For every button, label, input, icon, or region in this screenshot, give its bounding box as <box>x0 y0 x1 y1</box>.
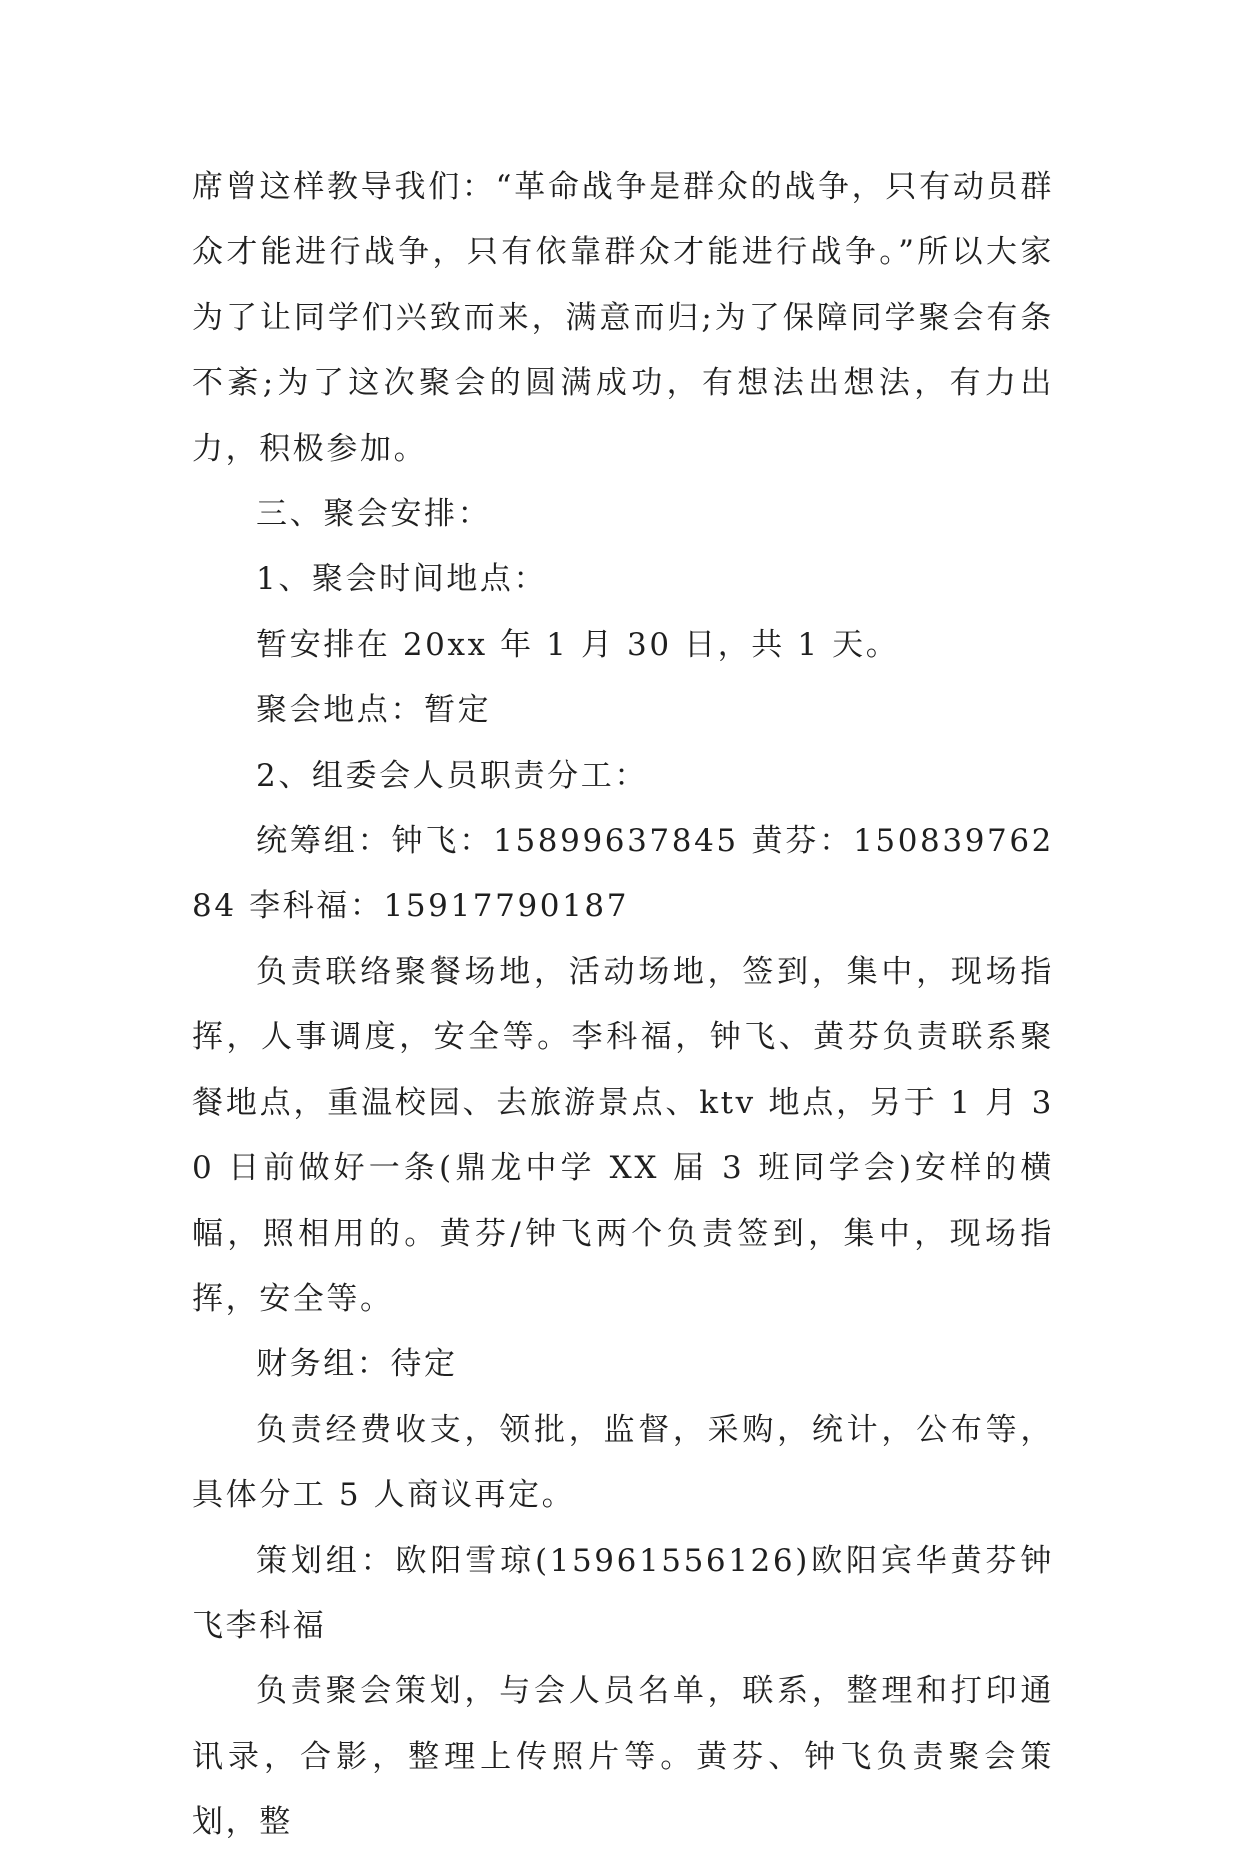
section-heading-arrangement: 三、聚会安排： <box>256 496 492 533</box>
paragraph-finance-duties: 负责经费收支，领批，监督，采购，统计，公布等，具体分工 5 人商议再定。 <box>192 1411 1054 1514</box>
paragraph-finance-group: 财务组：待定 <box>256 1346 458 1383</box>
paragraph-coordination-duties: 负责联络聚餐场地，活动场地，签到，集中，现场指挥，人事调度，安全等。李科福，钟飞、黄芬负责联系聚餐地点，重温校园、去旅游景点、ktv 地点，另于 1 月 30 日前做好一条(鼎龙中学 XX 届 3 班同学会)安样的横幅，照相用的。黄芬/钟飞两个负责签到，集中，现场指挥，安全等。 <box>192 953 1054 1317</box>
paragraph-coordination-group: 统筹组：钟飞：15899637845 黄芬：15083976284 李科福：15917790187 <box>192 823 1054 925</box>
paragraph-planning-group: 策划组：欧阳雪琼(15961556126)欧阳宾华黄芬钟飞李科福 <box>192 1542 1054 1644</box>
document-body <box>192 155 1054 1856</box>
paragraph-date: 暂安排在 20xx 年 1 月 30 日，共 1 天。 <box>256 626 900 663</box>
paragraph-venue: 聚会地点：暂定 <box>256 692 492 729</box>
subheading-time-place: 1、聚会时间地点： <box>256 561 548 598</box>
paragraph-continuation: 席曾这样教导我们：“革命战争是群众的战争，只有动员群众才能进行战争，只有依靠群众才能进行战争。”所以大家为了让同学们兴致而来，满意而归;为了保障同学聚会有条不紊;为了这次聚会的圆满成功，有想法出想法，有力出力，积极参加。 <box>192 169 1054 467</box>
paragraph-planning-duties: 负责聚会策划，与会人员名单，联系，整理和打印通讯录，合影，整理上传照片等。黄芬、钟飞负责聚会策划，整 <box>192 1673 1054 1841</box>
subheading-committee-duties: 2、组委会人员职责分工： <box>256 757 648 794</box>
